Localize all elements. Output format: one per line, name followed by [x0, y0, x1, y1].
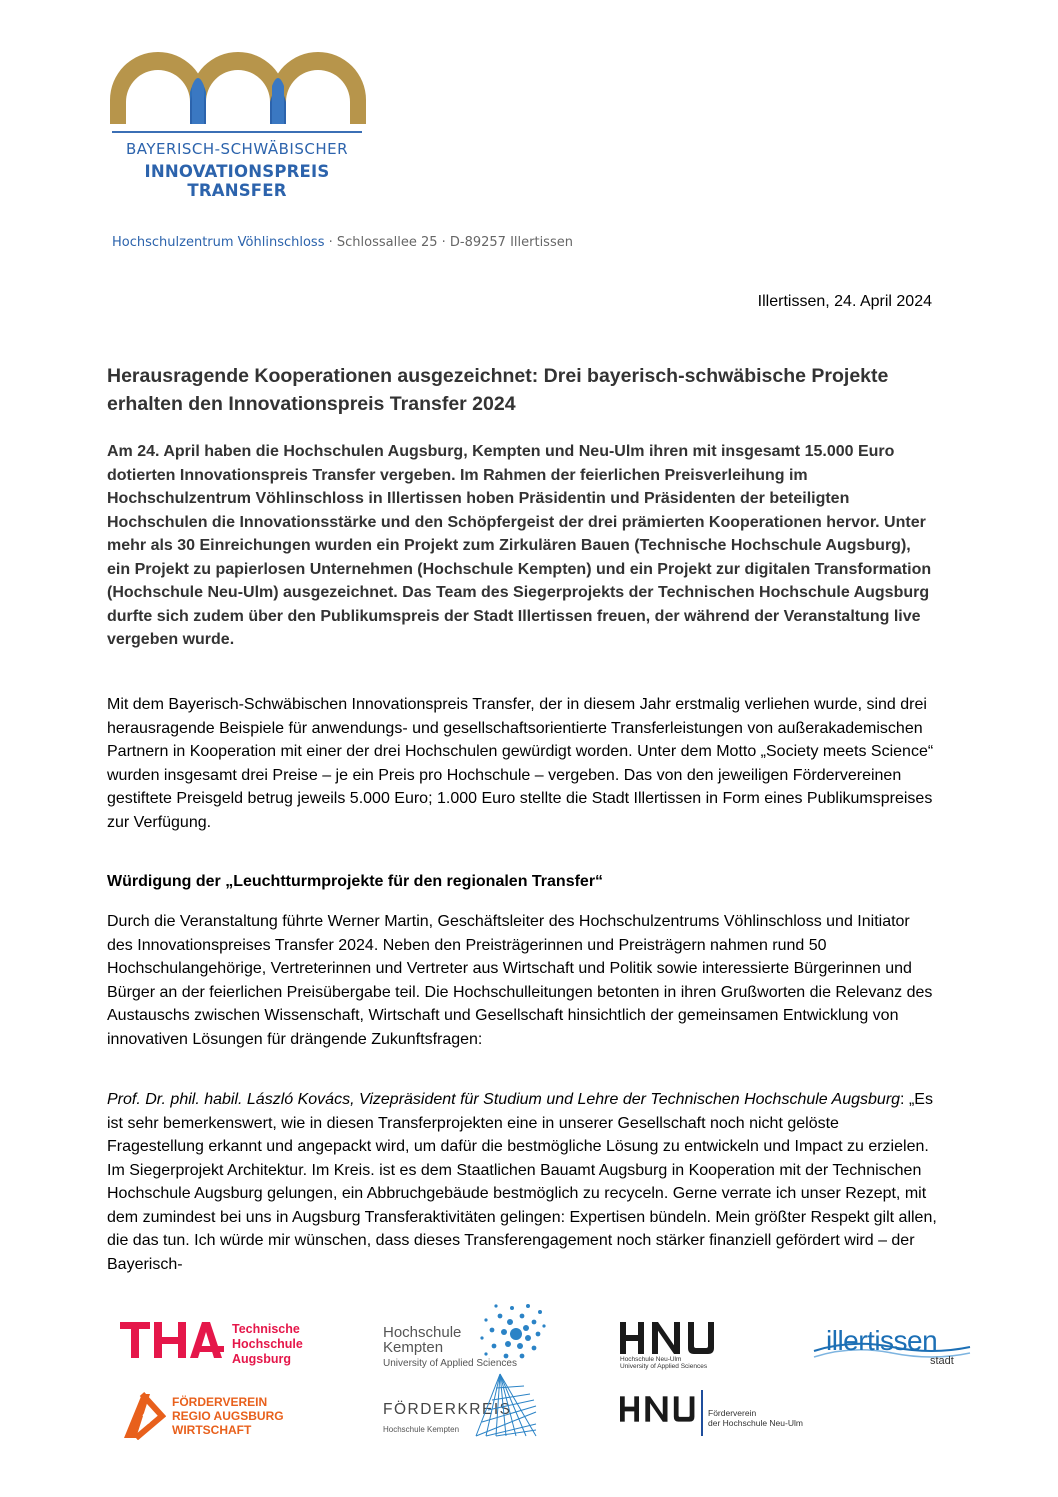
hnu-logo-mark [620, 1322, 716, 1354]
hnu-foerderverein-divider [701, 1390, 703, 1436]
fv-line-2: REGIO AUGSBURG [172, 1409, 284, 1423]
fv-line-3: WIRTSCHAFT [172, 1423, 252, 1437]
sender-address [112, 235, 573, 250]
foerderkreis-mesh-icon [472, 1372, 538, 1438]
hochschule-kempten-spiral-icon [476, 1300, 546, 1364]
address-street-city: · Schlossallee 25 · D-89257 Illertissen [324, 235, 573, 250]
illertissen-wordmark: illertissen [826, 1325, 938, 1356]
logo-text-line2: INNOVATIONSPREIS TRANSFER [144, 162, 330, 200]
svg-text:3: 3 [142, 1411, 151, 1428]
hnu-foerderverein-text [708, 1408, 803, 1428]
body-paragraph-2: Durch die Veranstaltung führte Werner Martin, Geschäftsleiter des Hochschulzentrums Vöhlinschloss und Initiator des Innovationspreises Transfer 2024. Neben den Preisträgerinnen und Preisträgern nahmen rund 50 Hochschulangehörige, Vertreterinnen und Vertreter aus Wirtschaft und Politik sowie interessierte Bürgerinnen und Bürger an der feierlichen Preisübergabe teil. Die Hochschulleitungen betonten in ihren Grußworten die Relevanz des Austauschs zwischen Wissenschaft, Wirtschaft und Gesellschaft hinsichtlich der gemeinsamen Entwicklung von innovativen Lösungen für drängende Zukunftsfragen: [107, 913, 933, 1048]
lead-paragraph: Am 24. April haben die Hochschulen Augsburg, Kempten und Neu-Ulm ihren mit insgesamt 15.000 Euro dotierten Innovationspreis Transfer vergeben. Im Rahmen der feierlichen Preisverleihung im Hochschulzentrum Vöhlinschloss in Illertissen hoben Präsidentin und Präsidenten der beteiligten Hochschulen die Innovationsstärke und den Schöpfergeist der drei prämierten Kooperationen hervor. Unter mehr als 30 Einreichungen wurden ein Projekt zum Zirkulären Bauen (Technische Hochschule Augsburg), ein Projekt zu papierlosen Unternehmen (Hochschule Kempten) und ein Projekt zur digitalen Transformation (Hochschule Neu-Ulm) ausgezeichnet. Das Team des Siegerprojekts der Technischen Hochschule Augsburg durfte sich zudem über den Publikumspreis der Stadt Illertissen freuen, der während der Veranstaltung live vergeben wurde. [107, 443, 932, 648]
tha-line-3: Augsburg [232, 1352, 292, 1366]
foerderkreis-name: FÖRDERKREIS [383, 1401, 512, 1418]
foerderverein-a3-icon [122, 1392, 166, 1440]
logo-text-line1: BAYERISCH-SCHWÄBISCHER [126, 140, 348, 158]
hk-name-line-2: Kempten [383, 1339, 444, 1356]
hnu-foerderverein-mark [620, 1396, 696, 1422]
logo-divider [112, 131, 362, 133]
hochschule-kempten-subtitle: University of Applied Sciences [383, 1358, 517, 1369]
tha-line-1: Technische [232, 1322, 300, 1336]
quote-text: : „Es ist sehr bemerkenswert, wie in diesen Transferprojekten eine in unserer Gesellschaft noch nicht gelöste Fragestellung erkannt und angepackt wird, um dafür die bestmögliche Lösung zu entwickeln und Impact zu erzielen. Im Siegerprojekt Architektur. Im Kreis. ist es dem Staatlichen Bauamt Augsburg in Kooperation mit der Technischen Hochschule Augsburg gelungen, ein Abbruchgebäude bestmöglich zu recyceln. Gerne verrate ich unser Rezept, mit dem zumindest bei uns in Augsburg Transferaktivitäten gelingen: Expertisen bündeln. Mein größter Respekt gilt allen, die das tun. Ich würde mir wünschen, dass dieses Transferengagement noch stärker finanziell gefördert wird – der Bayerisch- [107, 1091, 937, 1273]
hnu-sub-line-2: University of Applied Sciences [620, 1363, 708, 1370]
press-headline: Herausragende Kooperationen ausgezeichnet: Drei bayerisch-schwäbische Projekte erhalten den Innovationspreis Transfer 2024 [107, 365, 889, 415]
hnu-sub-line-1: Hochschule Neu-Ulm [620, 1356, 682, 1363]
quote-speaker: Prof. Dr. phil. habil. László Kovács, Vizepräsident für Studium und Lehre der Technischen Hochschule Augsburg [107, 1091, 901, 1108]
illertissen-logo [812, 1325, 972, 1371]
foerderkreis-subtitle: Hochschule Kempten [383, 1425, 460, 1434]
hnu2-line-2: der Hochschule Neu-Ulm [708, 1418, 803, 1428]
hnu2-line-1: Förderverein [708, 1408, 757, 1418]
hk-name-line-1: Hochschule [383, 1324, 462, 1341]
section-subheading: Würdigung der „Leuchtturmprojekte für den regionalen Transfer“ [107, 873, 604, 890]
illertissen-stadt: stadt [930, 1355, 954, 1367]
body-paragraph-1: Mit dem Bayerisch-Schwäbischen Innovationspreis Transfer, der in diesem Jahr erstmalig verliehen wurde, sind drei herausragende Beispiele für anwendungs- und gesellschaftsorientierte Transferleistungen von außerakademischen Partnern in Kooperation mit einer der drei Hochschulen gewürdigt worden. Unter dem Motto „Society meets Science“ wurden insgesamt drei Preise – je ein Preis pro Hochschule – vergeben. Das von den jeweiligen Fördervereinen gestiftete Preisgeld betrug jeweils 5.000 Euro; 1.000 Euro stellte die Stadt Illertissen in Form eines Publikumspreises zur Verfügung. [107, 696, 934, 831]
tha-line-2: Hochschule [232, 1337, 303, 1351]
tha-logo-text [232, 1322, 303, 1367]
foerderverein-regio-text [172, 1395, 284, 1437]
innovationspreis-logo-arches [110, 52, 366, 124]
body-paragraph-3 [107, 1088, 937, 1276]
hochschule-kempten-name [383, 1325, 461, 1355]
fv-line-1: FÖRDERVEREIN [172, 1395, 268, 1409]
document-date: Illertissen, 24. April 2024 [757, 293, 932, 310]
tha-logo-mark [120, 1320, 224, 1360]
address-institution: Hochschulzentrum Vöhlinschloss [112, 235, 325, 250]
hnu-subtitle [620, 1356, 707, 1370]
